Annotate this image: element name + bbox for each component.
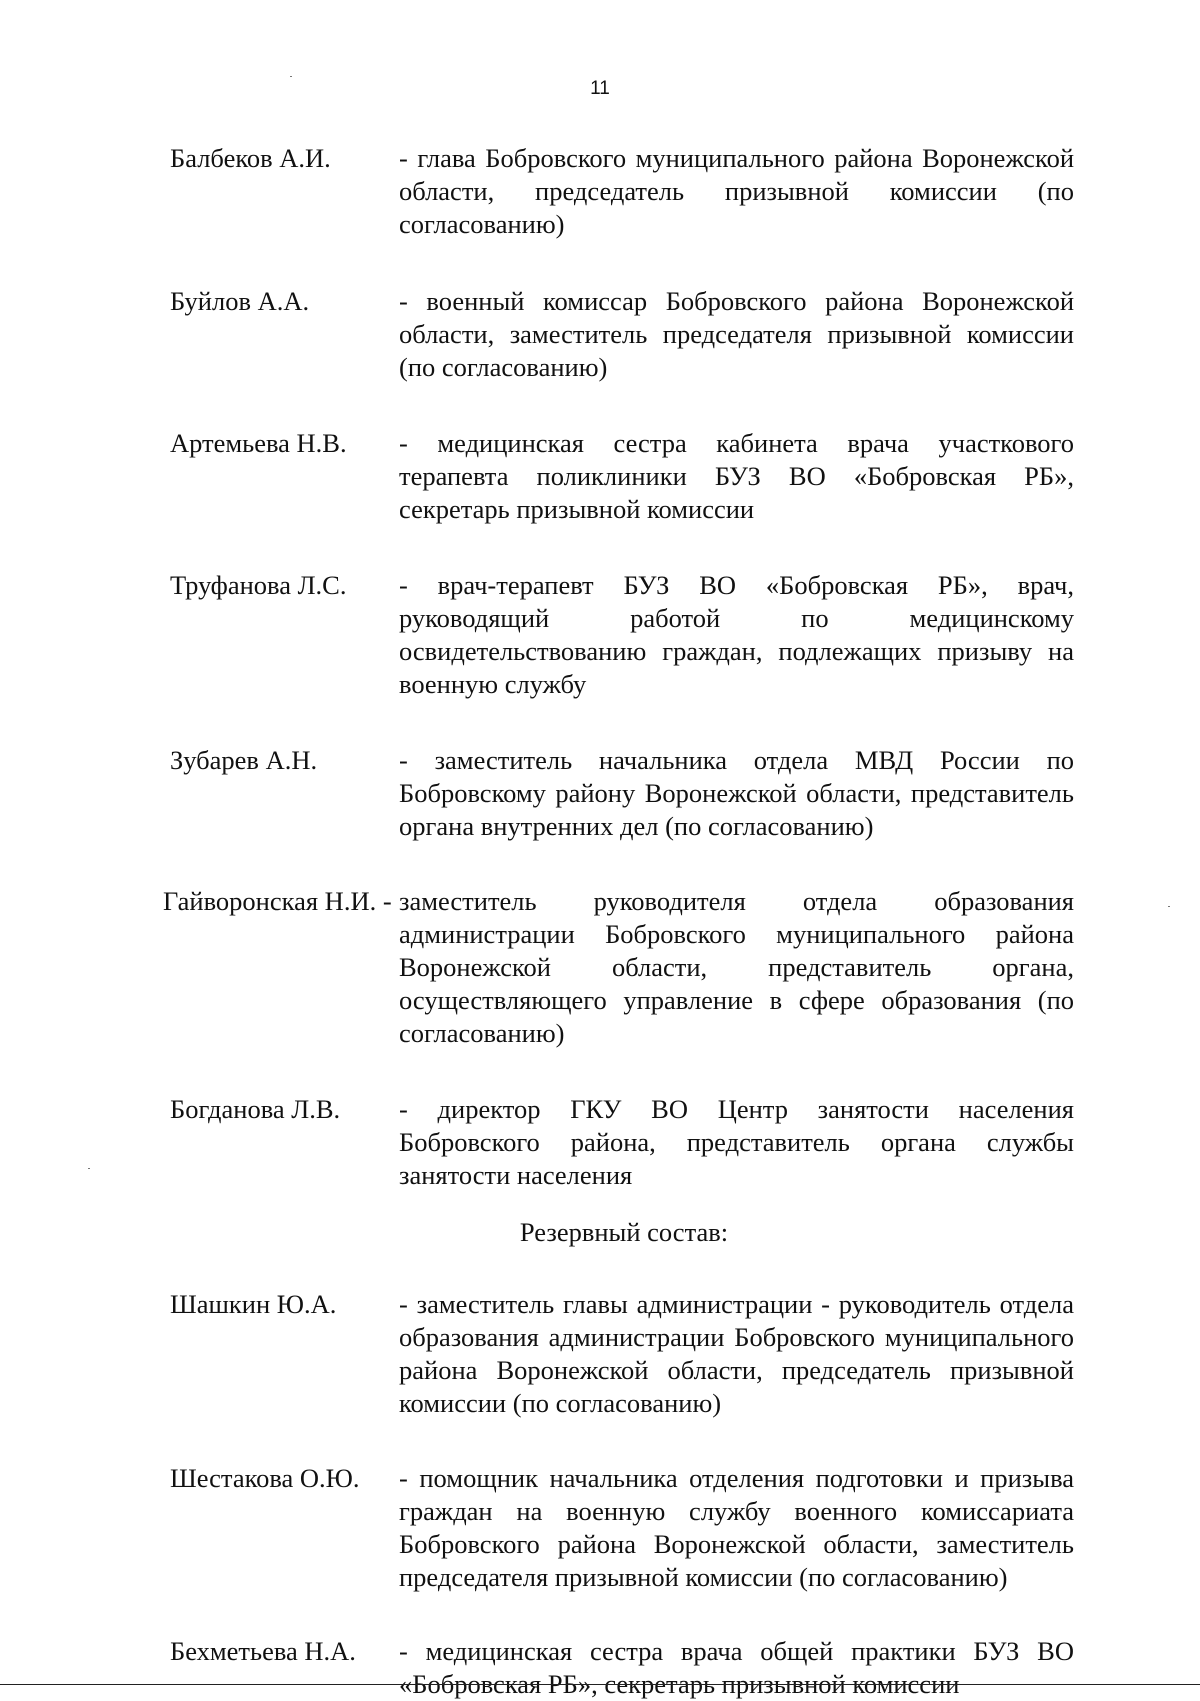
member-entry (0, 569, 1200, 701)
member-entry (0, 1093, 1200, 1192)
member-role: - заместитель начальника отдела МВД России по Бобровскому району Воронежской области, представитель органа внутренних дел (по согласованию) (399, 745, 1074, 841)
member-role: - заместитель главы администрации - руководитель отдела образования администрации Бобровского муниципального района Воронежской области, председатель призывной комиссии (по согласованию) (399, 1289, 1074, 1418)
member-name: Артемьева Н.В. (170, 428, 347, 458)
member-role: - помощник начальника отделения подготовки и призыва граждан на военную службу военного комиссариата Бобровского района Воронежской области, заместитель председателя призывной комиссии (по согласованию) (399, 1463, 1074, 1592)
reserve-heading: Резервный состав: (519, 1217, 729, 1247)
member-role: - медицинская сестра кабинета врача участкового терапевта поликлиники БУЗ ВО «Бобровская РБ», секретарь призывной комиссии (399, 428, 1074, 524)
member-entry (0, 885, 1200, 1050)
member-role: - медицинская сестра врача общей практики БУЗ ВО «Бобровская РБ», секретарь призывной комиссии (399, 1636, 1074, 1699)
member-role: - глава Бобровского муниципального района Воронежской области, председатель призывной комиссии (по согласованию) (399, 143, 1074, 239)
reserve-member-entry (0, 1462, 1200, 1594)
member-name: Шестакова О.Ю. (170, 1463, 360, 1493)
page-bottom-edge (0, 1684, 1200, 1685)
member-role: заместитель руководителя отдела образования администрации Бобровского муниципального района Воронежской области, представитель органа, осуществляющего управление в сфере образования (по согласованию) (399, 886, 1074, 1048)
member-name: Балбеков А.И. (170, 143, 331, 173)
reserve-member-entry (0, 1288, 1200, 1420)
commission-list (0, 142, 1200, 1701)
member-name: Буйлов А.А. (170, 286, 310, 316)
member-name: Шашкин Ю.А. (170, 1289, 337, 1319)
member-name: Зубарев А.Н. (170, 745, 318, 775)
reserve-member-entry (0, 1635, 1200, 1701)
member-role: - врач-терапевт БУЗ ВО «Бобровская РБ», врач, руководящий работой по медицинскому освидетельствованию граждан, подлежащих призыву на военную службу (399, 570, 1074, 699)
member-entry (0, 142, 1200, 241)
member-role: - директор ГКУ ВО Центр занятости населения Бобровского района, представитель органа службы занятости населения (399, 1094, 1074, 1190)
page-number: 11 (590, 78, 610, 99)
member-name: Гайворонская Н.И. - (163, 886, 392, 916)
member-name: Труфанова Л.С. (170, 570, 347, 600)
member-role: - военный комиссар Бобровского района Воронежской области, заместитель председателя призывной комиссии (по согласованию) (399, 286, 1074, 382)
scan-speck (290, 76, 292, 77)
member-entry (0, 285, 1200, 384)
member-entry (0, 744, 1200, 843)
member-name: Богданова Л.В. (170, 1094, 341, 1124)
member-name: Бехметьева Н.А. (170, 1636, 356, 1666)
member-entry (0, 427, 1200, 526)
